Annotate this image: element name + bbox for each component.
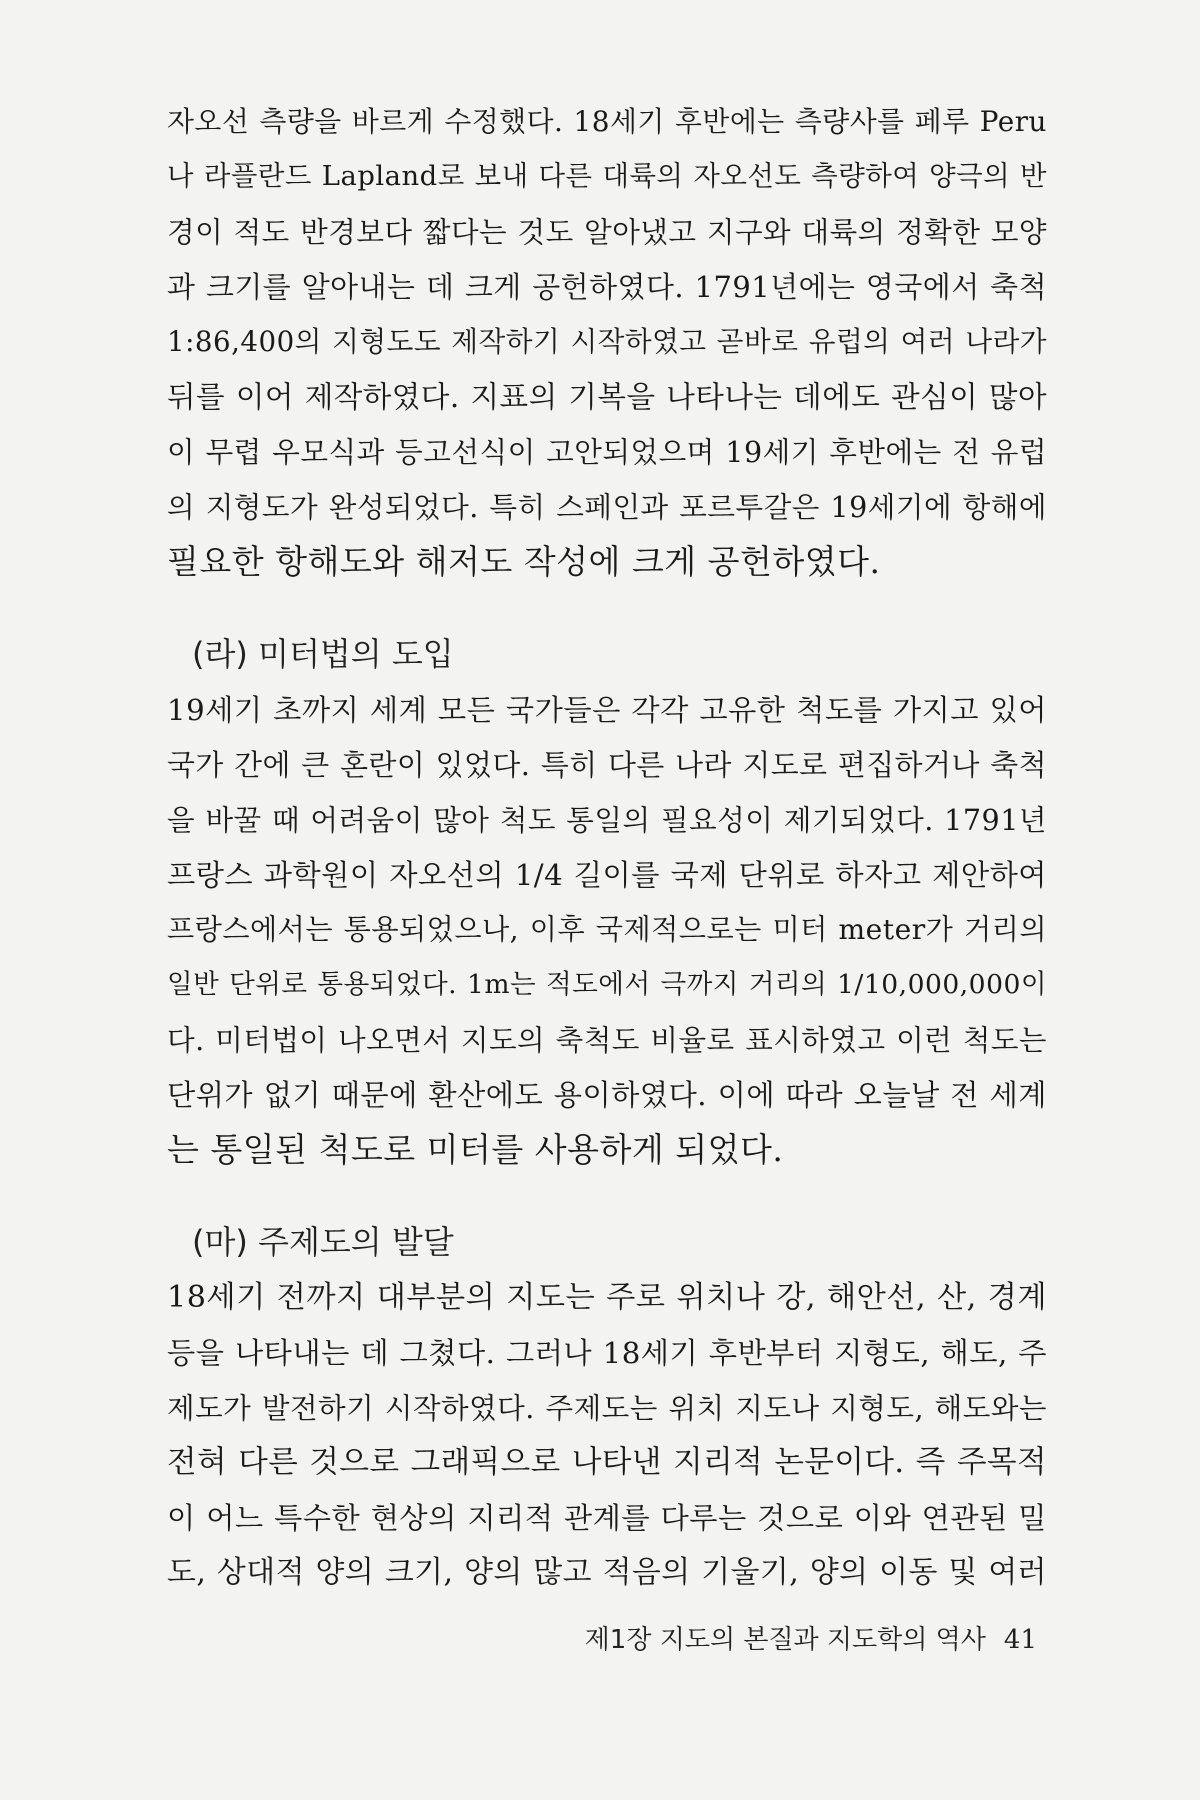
- text-line: 국가 간에 큰 혼란이 있었다. 특히 다른 나라 지도로 편집하거나 축척: [167, 748, 1047, 782]
- text-line: 을 바꿀 때 어려움이 많아 척도 통일의 필요성이 제기되었다. 1791년: [167, 803, 1047, 837]
- text-line: 이 무렵 우모식과 등고선식이 고안되었으며 19세기 후반에는 전 유럽: [167, 435, 1047, 469]
- text-line: 프랑스에서는 통용되었으나, 이후 국제적으로는 미터 meter가 거리의: [167, 913, 1047, 946]
- text-line: 일반 단위로 통용되었다. 1m는 적도에서 극까지 거리의 1/10,000,000이: [167, 969, 1047, 1000]
- text-line: 1:86,400의 지형도도 제작하기 시작하였고 곧바로 유럽의 여러 나라가: [167, 325, 1047, 358]
- text-line: 등을 나타내는 데 그쳤다. 그러나 18세기 후반부터 지형도, 해도, 주: [167, 1336, 1047, 1370]
- section-heading-ra: (라) 미터법의 도입: [192, 635, 454, 673]
- page-number: 41: [1003, 1625, 1037, 1655]
- page-footer: [567, 1620, 1037, 1660]
- text-line: 이 어느 특수한 현상의 지리적 관계를 다루는 것으로 이와 연관된 밀: [167, 1501, 1047, 1535]
- text-line: 는 통일된 척도로 미터를 사용하게 되었다.: [167, 1130, 784, 1169]
- text-line: 프랑스 과학원이 자오선의 1/4 길이를 국제 단위로 하자고 제안하여: [167, 858, 1047, 892]
- text-line: 제도가 발전하기 시작하였다. 주제도는 위치 지도나 지형도, 해도와는: [167, 1391, 1047, 1425]
- text-line: 과 크기를 알아내는 데 크게 공헌하였다. 1791년에는 영국에서 축척: [167, 270, 1047, 304]
- text-line: 다. 미터법이 나오면서 지도의 축척도 비율로 표시하였고 이런 척도는: [167, 1023, 1047, 1057]
- text-line: 필요한 항해도와 해저도 작성에 크게 공헌하였다.: [167, 542, 881, 581]
- chapter-title: 제1장 지도의 본질과 지도학의 역사: [584, 1625, 986, 1655]
- text-line: 자오선 측량을 바르게 수정했다. 18세기 후반에는 측량사를 페루 Peru: [167, 105, 1047, 138]
- text-line: 의 지형도가 완성되었다. 특히 스페인과 포르투갈은 19세기에 항해에: [167, 490, 1047, 524]
- text-line: 19세기 초까지 세계 모든 국가들은 각각 고유한 척도를 가지고 있어: [167, 693, 1047, 727]
- text-line: 전혀 다른 것으로 그래픽으로 나타낸 지리적 논문이다. 즉 주목적: [167, 1445, 1047, 1480]
- text-line: 나 라플란드 Lapland로 보내 다른 대륙의 자오선도 측량하여 양극의 반: [167, 161, 1047, 192]
- text-line: 단위가 없기 때문에 환산에도 용이하였다. 이에 따라 오늘날 전 세계: [167, 1078, 1047, 1112]
- text-line: 도, 상대적 양의 크기, 양의 많고 적음의 기울기, 양의 이동 및 여러: [167, 1555, 1047, 1590]
- text-line: 경이 적도 반경보다 짧다는 것도 알아냈고 지구와 대륙의 정확한 모양: [167, 215, 1047, 249]
- section-heading-ma: (마) 주제도의 발달: [192, 1223, 454, 1261]
- text-line: 18세기 전까지 대부분의 지도는 주로 위치나 강, 해안선, 산, 경계: [167, 1280, 1047, 1315]
- text-line: 뒤를 이어 제작하였다. 지표의 기복을 나타나는 데에도 관심이 많아: [167, 380, 1047, 414]
